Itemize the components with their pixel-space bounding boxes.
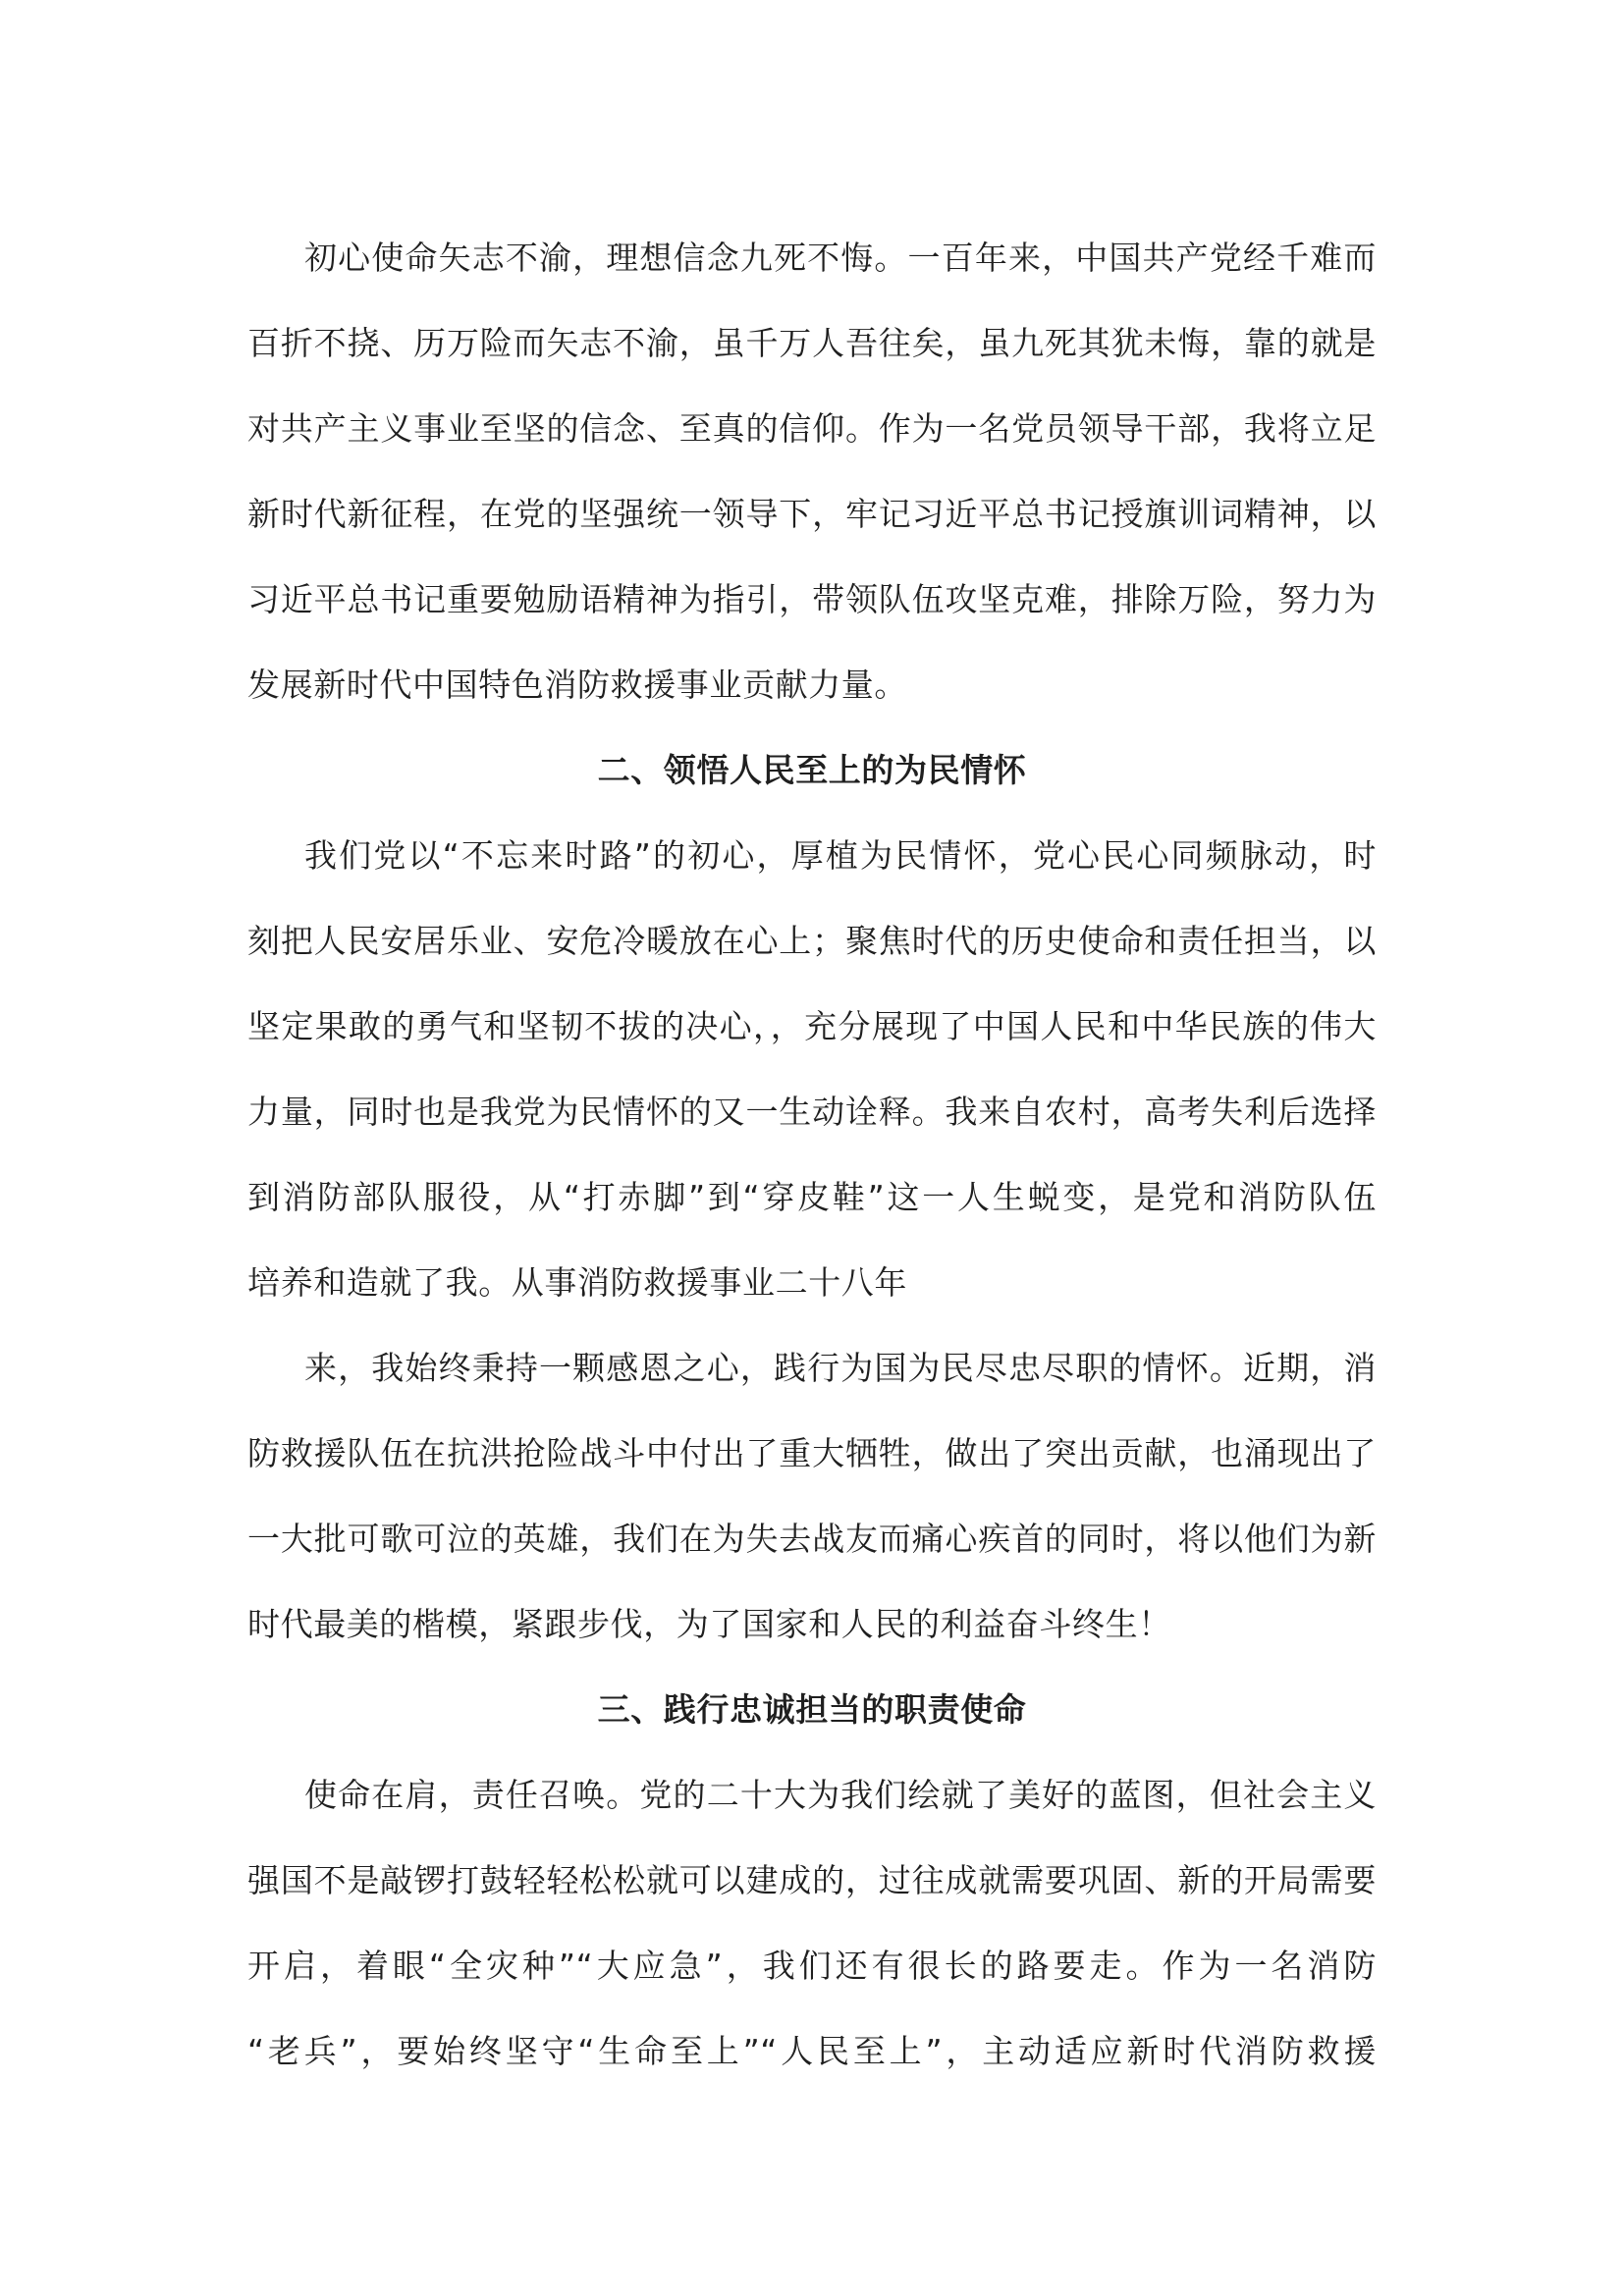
paragraph-line: 培养和造就了我。从事消防救援事业二十八年	[247, 1263, 907, 1302]
paragraph-line: 坚定果敢的勇气和坚韧不拔的决心，，充分展现了中国人民和中华民族的伟大	[247, 1007, 1377, 1045]
paragraph-line: 习近平总书记重要勉励语精神为指引，带领队伍攻坚克难，排除万险，努力为	[247, 580, 1377, 618]
paragraph-line: 对共产主义事业至坚的信念、至真的信仰。作为一名党员领导干部，我将立足	[247, 409, 1377, 448]
paragraph-line: 开启，着眼“全灾种”“大应急”，我们还有很长的路要走。作为一名消防	[247, 1947, 1377, 1985]
paragraph-line: 时代最美的楷模，紧跟步伐，为了国家和人民的利益奋斗终生！	[247, 1605, 1171, 1643]
paragraph-line: 百折不挠、历万险而矢志不渝，虽千万人吾往矣，虽九死其犹未悔，靠的就是	[247, 324, 1377, 362]
paragraph-line: 来，我始终秉持一颗感恩之心，践行为国为民尽忠尽职的情怀。近期，消	[304, 1349, 1377, 1387]
paragraph-line: 一大批可歌可泣的英雄，我们在为失去战友而痛心疾首的同时，将以他们为新	[247, 1520, 1377, 1558]
paragraph-line: 新时代新征程，在党的坚强统一领导下，牢记习近平总书记授旗训词精神，以	[247, 495, 1377, 533]
paragraph-line: 发展新时代中国特色消防救援事业贡献力量。	[247, 666, 907, 704]
paragraph-line: “老兵”，要始终坚守“生命至上”“人民至上”，主动适应新时代消防救援	[247, 2032, 1377, 2070]
paragraph-line: 力量，同时也是我党为民情怀的又一生动诠释。我来自农村，高考失利后选择	[247, 1093, 1377, 1131]
paragraph-line: 我们党以“不忘来时路”的初心，厚植为民情怀，党心民心同频脉动，时	[304, 836, 1377, 875]
section-heading: 二、领悟人民至上的为民情怀	[597, 751, 1027, 789]
paragraph-line: 到消防部队服役，从“打赤脚”到“穿皮鞋”这一人生蜕变，是党和消防队伍	[247, 1178, 1377, 1216]
paragraph-line: 刻把人民安居乐业、安危冷暖放在心上；聚焦时代的历史使命和责任担当，以	[247, 922, 1377, 960]
paragraph-line: 使命在肩，责任召唤。党的二十大为我们绘就了美好的蓝图，但社会主义	[304, 1776, 1377, 1814]
paragraph-line: 防救援队伍在抗洪抢险战斗中付出了重大牺牲，做出了突出贡献，也涌现出了	[247, 1434, 1377, 1472]
paragraph-line: 初心使命矢志不渝，理想信念九死不悔。一百年来，中国共产党经千难而	[304, 239, 1377, 277]
document-body	[247, 230, 1377, 2109]
section-heading: 三、践行忠诚担当的职责使命	[597, 1690, 1027, 1729]
paragraph-line: 强国不是敲锣打鼓轻轻松松就可以建成的，过往成就需要巩固、新的开局需要	[247, 1861, 1377, 1899]
